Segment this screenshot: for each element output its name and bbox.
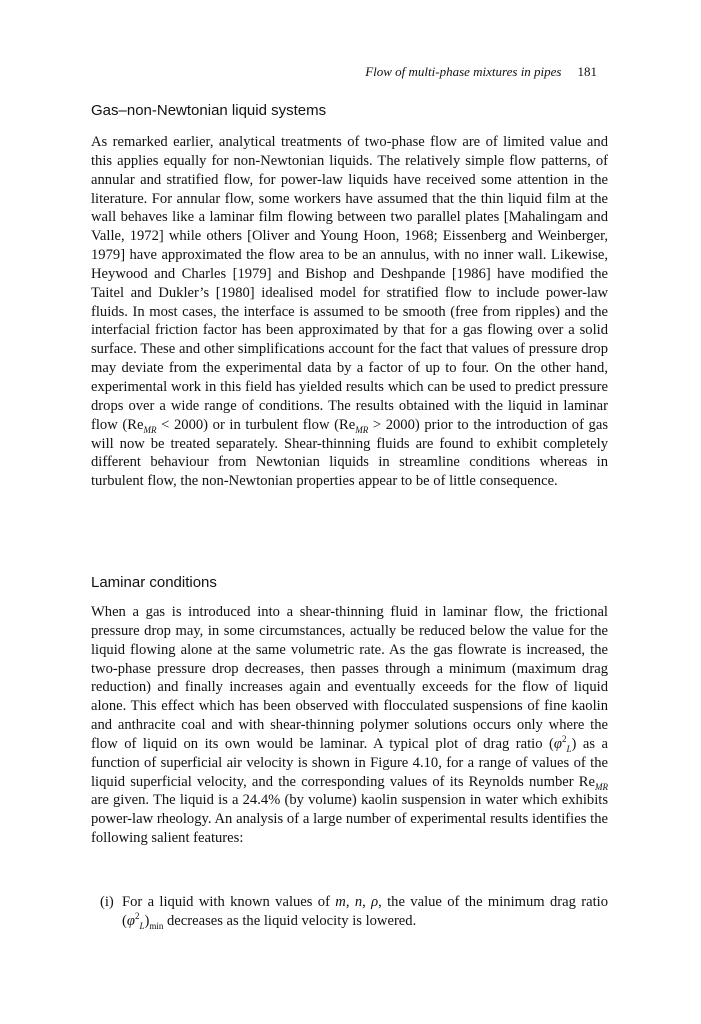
section-heading-gas-non-newtonian: Gas–non-Newtonian liquid systems	[91, 102, 327, 119]
reynolds-symbol: Re	[127, 416, 144, 433]
paragraph-text: > 2000) prior to the introduction of gas will now be treated separately. Shear-thinning fluids are found to exhibit completely different behaviour from Newtonian liquids in streamline conditions whereas in turbulent flow, the non-Newtonian properties appear to be of little consequence.	[91, 416, 609, 490]
paragraph-text: As remarked earlier, analytical treatments of two-phase flow are of limited value and this applies equally for non-Newtonian liquids. The relatively simple flow patterns, of annular and stratified flow, for power-law liquids have received some attention in the literature. For annular flow, some workers have assumed that the thin liquid film at the wall behaves like a laminar film flowing between two parallel plates [Mahalingam and Valle, 1972] while others [Oliver and Young Hoon, 1968; Eissenberg and Weinberger, 1979] have approximated the flow area to be an annulus, with no inner wall. Likewise, Heywood and Charles [1979] and Bishop and Deshpande [1986] have modified the Taitel and Dukler’s [1980] idealised model for stratified flow to include power-law fluids. In most cases, the interface is assumed to be smooth (free from ripples) and the interfacial friction factor has been approximated by that for a gas flowing over a solid surface. These and other simplifications account for the fact that values of pressure drop may deviate from the experimental data by a factor of up to four. On the other hand, experimental work in this field has yielded results which can be used to predict pressure drops over a wide range of conditions. The results obtained with the liquid in laminar flow	[91, 134, 608, 433]
reynolds-subscript: MR	[355, 424, 369, 435]
paragraph-text: < 2000) or in turbulent flow (	[156, 416, 339, 433]
variable-n: n	[354, 894, 363, 910]
reynolds-subscript: MR	[143, 424, 157, 435]
phi-superscript: 2	[134, 910, 140, 921]
section-heading-laminar-conditions: Laminar conditions	[91, 574, 217, 591]
paragraph-text: When a gas is introduced into a shear-thinning fluid in laminar flow, the frictional pressure drop may, in some circumstances, actually be reduced below the value for the liquid flowing alone at the same volumetric rate. As the gas flowrate is increased, the two-phase pressure drop decreases, then passes through a minimum (maximum drag reduction) and finally increases again and eventually exceeds for the flow of liquid alone. This effect which has been observed with flocculated suspensions of fine kaolin and anthracite coal and with shear-thinning polymer solutions occurs only where the flow of liquid on its own would be laminar. A typical plot of drag ratio (	[91, 604, 608, 752]
phi-superscript: 2	[561, 734, 567, 745]
list-item-text: For a liquid with known values of m, n, ρ, the value of the minimum drag ratio $(\varphi^2_L)_{min}$ decreases as the liquid velocity is lowered.	[122, 894, 609, 931]
reynolds-symbol: Re	[338, 416, 356, 433]
paragraph-laminar-conditions	[91, 603, 608, 848]
running-title: Flow of multi-phase mixtures in pipes	[365, 64, 562, 79]
page-number: 181	[577, 64, 597, 79]
running-header	[365, 64, 597, 80]
phi-symbol: φ	[553, 735, 562, 752]
phi-subscript: L	[566, 743, 572, 754]
min-subscript: min	[149, 920, 164, 931]
paragraph-text: ) as a function of superficial air velocity is shown in Figure 4.10, for a range of values of the liquid superficial velocity, and the corresponding values of its Reynolds number	[91, 735, 608, 790]
paragraph-gas-non-newtonian: As remarked earlier, analytical treatments of two-phase flow are of limited value and this applies equally for non-Newtonian liquids. The relatively simple flow patterns, of annular and stratified flow, for power-law liquids have received some attention in the literature. For annular flow, some workers have assumed that the thin liquid film at the wall behaves like a laminar film flowing between two parallel plates [Mahalingam and Valle, 1972] while others [Oliver and Young Hoon, 1968; Eissenberg and Weinberger, 1979] have approximated the flow area to be an annulus, with no inner wall. Likewise, Heywood and Charles [1979] and Bishop and Deshpande [1986] have modified the Taitel and Dukler’s [1980] idealised model for stratified flow to include power-law fluids. In most cases, the interface is assumed to be smooth (free from ripples) and the interfacial friction factor has been approximated by that for a gas flowing over a solid surface. These and other simplifications account for the fact that values of pressure drop may deviate from the experimental data by a factor of up to four. On the other hand, experimental work in this field has yielded results which can be used to predict pressure drops over a wide range of conditions. The results obtained with the liquid in laminar flow $(Re_{MR} < 2000)$ or in turbulent flow $(Re_{MR} > 2000)$ prior to the introduction of gas will now be treated separately. Shear-thinning fluids are found to exhibit completely different behaviour from Newtonian liquids in streamline conditions whereas in turbulent flow, the non-Newtonian properties appear to be of little consequence.	[91, 134, 609, 490]
list-item	[100, 893, 608, 931]
phi-symbol: φ	[126, 912, 135, 929]
reynolds-subscript: MR	[595, 781, 608, 792]
variable-m: m	[335, 894, 346, 910]
list-marker: (i)	[100, 894, 114, 910]
phi-subscript: L	[139, 920, 145, 931]
paragraph-text: are given. The liquid is a 24.4% (by volume) kaolin suspension in water which exhibits power-law rheology. An analysis of a large number of experimental results identifies the following salient features:	[91, 792, 608, 847]
reynolds-symbol: Re	[578, 773, 595, 790]
variable-rho: ρ	[371, 894, 379, 910]
